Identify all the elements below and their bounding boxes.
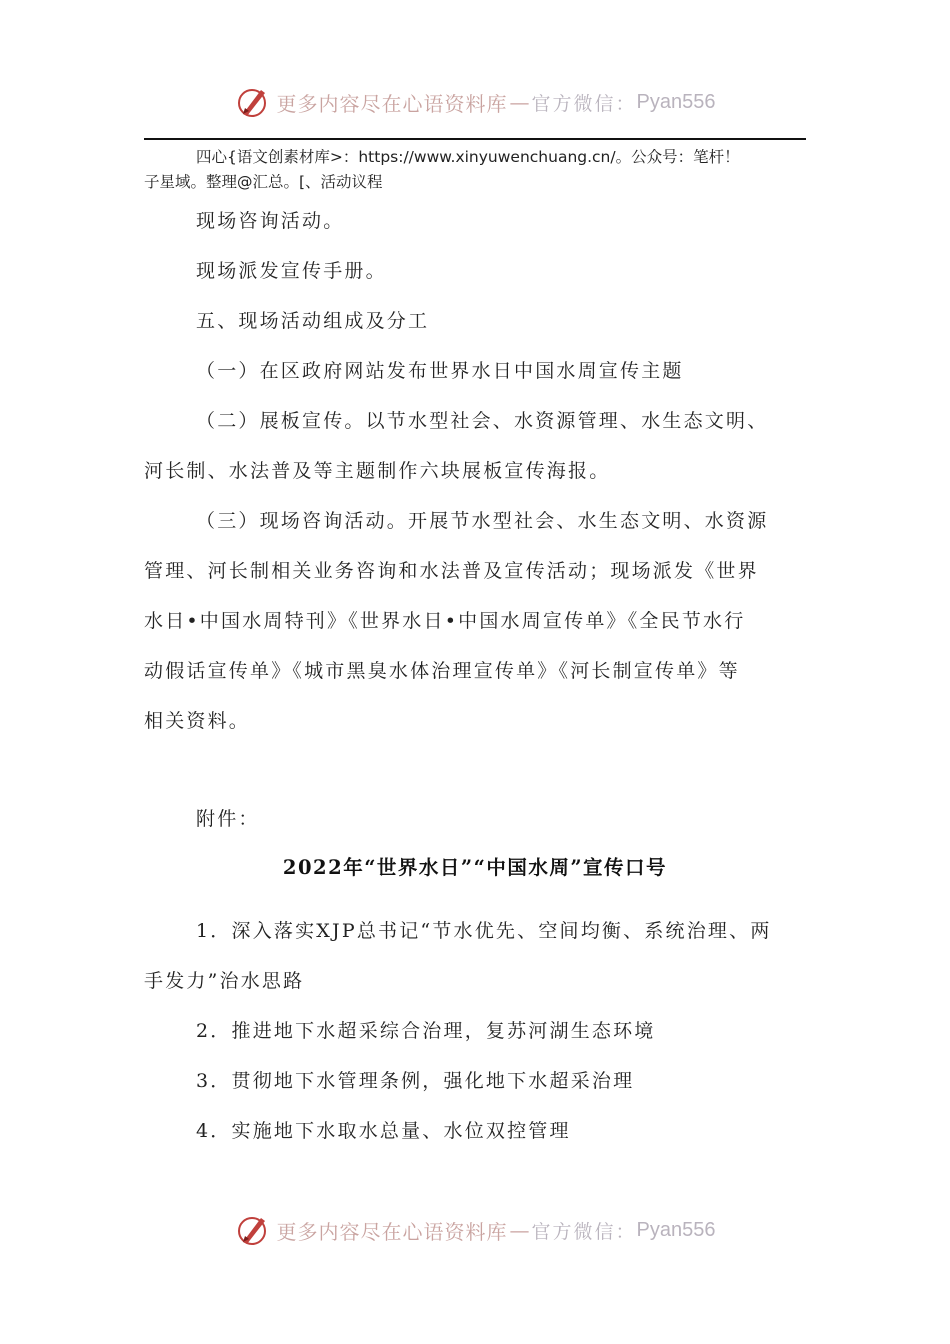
meta-line-2: 子星域。整理@汇总。[、活动议程 xyxy=(144,173,383,191)
text-line: 动假话宣传单》《城市黑臭水体治理宣传单》《河长制宣传单》等 xyxy=(144,660,740,682)
header-banner xyxy=(0,82,950,122)
banner-dash: — xyxy=(509,1218,530,1242)
text-line: （二）展板宣传。以节水型社会、水资源管理、水生态文明、 xyxy=(196,410,769,432)
banner-sub: 官方微信： xyxy=(531,92,637,115)
pen-logo-icon xyxy=(235,1212,271,1248)
slogan-item: 3．贯彻地下水管理条例，强化地下水超采治理 xyxy=(196,1070,635,1092)
paragraph xyxy=(144,496,804,746)
banner-dash: — xyxy=(509,90,530,114)
paragraph: 现场咨询活动。 xyxy=(196,210,345,232)
text-line: 管理、河长制相关业务咨询和水法普及宣传活动；现场派发《世界 xyxy=(144,560,759,582)
slogans-title: 2022年“世界水日”“中国水周”宣传口号 xyxy=(282,856,668,879)
pen-logo-icon xyxy=(235,84,271,120)
banner-brand: 更多内容尽在心语资料库 xyxy=(276,1219,508,1244)
meta-block xyxy=(144,145,804,195)
slogan-item: 4．实施地下水取水总量、水位双控管理 xyxy=(196,1120,571,1142)
slogan-item: 2．推进地下水超采综合治理，复苏河湖生态环境 xyxy=(196,1020,656,1042)
paragraph: （一）在区政府网站发布世界水日中国水周宣传主题 xyxy=(196,360,684,382)
text-line: 河长制、水法普及等主题制作六块展板宣传海报。 xyxy=(144,460,611,482)
banner-brand: 更多内容尽在心语资料库 xyxy=(276,91,508,116)
banner-id: Pyan556 xyxy=(636,90,716,113)
attachment-label: 附件： xyxy=(196,808,260,830)
banner-id: Pyan556 xyxy=(636,1218,716,1241)
paragraph xyxy=(144,396,804,496)
paragraph: 现场派发宣传手册。 xyxy=(196,260,387,282)
text-line: （三）现场咨询活动。开展节水型社会、水生态文明、水资源 xyxy=(196,510,769,532)
text-line: 手发力”治水思路 xyxy=(144,970,305,992)
banner-sub: 官方微信： xyxy=(531,1220,637,1243)
text-line: 水日•中国水周特刊》《世界水日•中国水周宣传单》《全民节水行 xyxy=(144,610,746,632)
footer-banner xyxy=(0,1210,950,1250)
text-line: 1．深入落实XJP总书记“节水优先、空间均衡、系统治理、两 xyxy=(196,920,772,942)
slogan-item xyxy=(144,906,804,1006)
header-rule xyxy=(144,138,806,140)
text-line: 相关资料。 xyxy=(144,710,251,732)
section-heading: 五、现场活动组成及分工 xyxy=(196,310,430,332)
meta-line-1: 四心{语文创素材库>：https://www.xinyuwenchuang.cn/。公众号：笔杆！ xyxy=(196,148,740,166)
